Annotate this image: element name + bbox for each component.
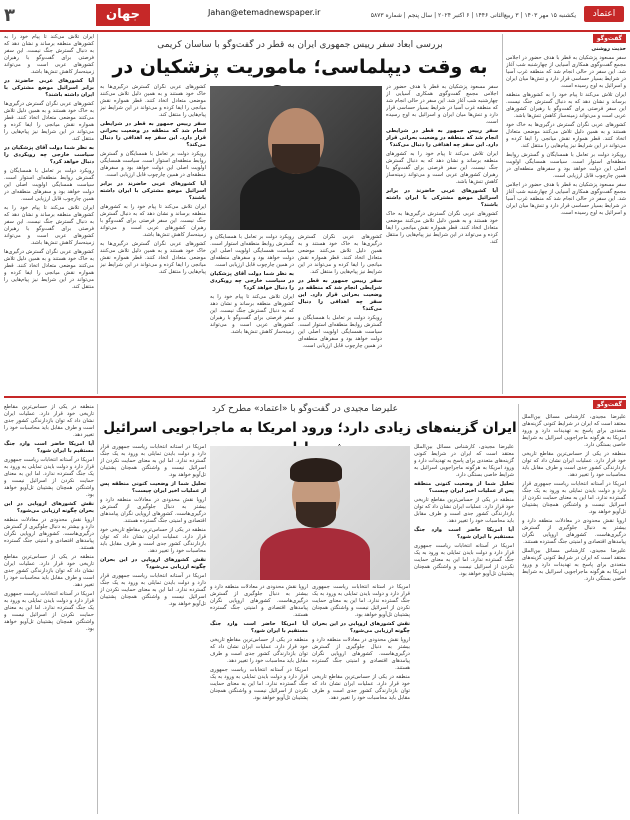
story1-col-right	[506, 46, 626, 386]
story1-lead: سفر مسعود پزشکیان به قطر با هدف حضور در اجلاس مجمع گفت‌وگوی همکاری آسیایی از چهارشنبه شب آغاز شد. این سفر در حالی انجام شد که منطقه غرب آسیا در شرایط بسیار حساسی قرار دارد و تنش‌ها میان ایران و اسرائیل به اوج رسیده است.	[506, 55, 626, 89]
section-label: جهان	[96, 4, 150, 26]
story2-answer: اروپا نقش محدودی در معادلات منطقه دارد و بیشتر به دنبال جلوگیری از گسترش درگیری‌هاست. کشورهای اروپایی نگران پیامدهای اقتصادی و امنیتی جنگ گسترده هستند.	[4, 517, 94, 551]
story1-answer: رویکرد دولت بر تعامل با همسایگان و گسترش روابط منطقه‌ای استوار است. سیاست همسایگی اولویت اصلی این دولت خواهد بود و سفرهای منطقه‌ای در همین چارچوب قابل ارزیابی است.	[506, 152, 626, 179]
story1-col-left	[4, 34, 94, 384]
story2-answer: امریکا در آستانه انتخابات ریاست جمهوری قرار دارد و دولت بایدن تمایلی به ورود به یک جنگ گسترده ندارد. اما این به معنای حمایت نکردن از اسرائیل نیست و واشنگتن همچنان پشتیبان تل‌آویو خواهد بود.	[210, 667, 308, 701]
story1-lead: سفر مسعود پزشکیان به قطر با هدف حضور در اجلاس مجمع گفت‌وگوی همکاری آسیایی از چهارشنبه شب آغاز شد. این سفر در حالی انجام شد که منطقه غرب آسیا در شرایط بسیار حساسی قرار دارد و تنش‌ها میان ایران و اسرائیل به اوج رسیده است.	[506, 182, 626, 216]
story1-question: آیا کشورهای عربی حاضرند در برابر اسرائیل موضع مشترکی با ایران داشته باشند؟	[386, 188, 498, 208]
story1-answer: ایران تلاش می‌کند تا پیام خود را به کشورهای منطقه برساند و نشان دهد که به دنبال گسترش جنگ نیست. این سفر فرصتی برای گفت‌وگو با رهبران کشورهای عربی است و می‌تواند زمینه‌ساز کاهش تنش‌ها باشد.	[4, 205, 94, 246]
story1-byline: حدیث روشنی	[591, 46, 626, 52]
story1-answer: کشورهای عربی نگران گسترش درگیری‌ها به خاک خود هستند و به همین دلیل تلاش می‌کنند موضعی متعادل اتخاذ کنند. قطر همواره نقش میانجی را ایفا کرده و می‌تواند در این شرایط نیز پیام‌هایی را منتقل کند.	[506, 122, 626, 149]
story2-col-4	[312, 584, 410, 814]
column-divider	[518, 404, 519, 814]
story2-answer: اروپا نقش محدودی در معادلات منطقه دارد و بیشتر به دنبال جلوگیری از گسترش درگیری‌هاست. کشورهای اروپایی نگران پیامدهای اقتصادی و امنیتی جنگ گسترده هستند.	[312, 637, 410, 671]
story1-answer: ایران تلاش می‌کند تا پیام خود را به کشورهای منطقه برساند و نشان دهد که به دنبال گسترش جنگ نیست. این سفر فرصتی برای گفت‌وگو با رهبران کشورهای عربی است و می‌تواند زمینه‌ساز کاهش تنش‌ها باشد.	[386, 151, 498, 185]
column-divider	[97, 34, 98, 394]
story1-answer: کشورهای عربی نگران گسترش درگیری‌ها به خاک خود هستند و به همین دلیل تلاش می‌کنند موضعی متعادل اتخاذ کنند. قطر همواره نقش میانجی را ایفا کرده و می‌تواند در این شرایط نیز پیام‌هایی را منتقل کند.	[100, 241, 206, 275]
story1-lead: سفر مسعود پزشکیان به قطر با هدف حضور در اجلاس مجمع گفت‌وگوی همکاری آسیایی از چهارشنبه شب آغاز شد. این سفر در حالی انجام شد که منطقه غرب آسیا در شرایط بسیار حساسی قرار دارد و تنش‌ها میان ایران و اسرائیل به اوج رسیده است.	[386, 84, 498, 125]
section-email[interactable]: Jahan@etemadnewspaper.ir	[208, 8, 321, 17]
column-divider	[97, 404, 98, 814]
story2-answer: منطقه در یکی از حساس‌ترین مقاطع تاریخی خود قرار دارد. عملیات ایران نشان داد که توان بازدارندگی کشور جدی است و طرف مقابل باید محاسبات خود را تغییر دهد.	[312, 674, 410, 701]
story2-answer: اروپا نقش محدودی در معادلات منطقه دارد و بیشتر به دنبال جلوگیری از گسترش درگیری‌هاست. کشورهای اروپایی نگران پیامدهای اقتصادی و امنیتی جنگ گسترده هستند.	[210, 584, 308, 618]
story2-question: نقش کشورهای اروپایی در این بحران چگونه ارزیابی می‌شود؟	[100, 557, 206, 570]
page-number: ۳	[4, 5, 15, 26]
photo-figure-body	[260, 528, 370, 580]
story1-answer: ایران تلاش می‌کند تا پیام خود را به کشورهای منطقه برساند و نشان دهد که به دنبال گسترش جنگ نیست. این سفر فرصتی برای گفت‌وگو با رهبران کشورهای عربی است و می‌تواند زمینه‌ساز کاهش تنش‌ها باشد.	[210, 294, 294, 335]
story1-headline: به وقت دیپلماسی؛ ماموریت پزشکیان در	[112, 56, 488, 78]
story1-col-3	[210, 234, 294, 384]
story2-col-left	[4, 404, 94, 814]
story2-answer: منطقه در یکی از حساس‌ترین مقاطع تاریخی خود قرار دارد. عملیات ایران نشان داد که توان بازدارندگی کشور جدی است و طرف مقابل باید محاسبات خود را تغییر دهد.	[4, 554, 94, 588]
story2-answer: منطقه در یکی از حساس‌ترین مقاطع تاریخی خود قرار دارد. عملیات ایران نشان داد که توان بازدارندگی کشور جدی است و طرف مقابل باید محاسبات خود را تغییر دهد.	[414, 497, 514, 524]
story1-answer: رویکرد دولت بر تعامل با همسایگان و گسترش روابط منطقه‌ای استوار است. سیاست همسایگی اولویت اصلی این دولت خواهد بود و سفرهای منطقه‌ای در همین چارچوب قابل ارزیابی است.	[210, 234, 294, 268]
story1-question: آیا کشورهای عربی حاضرند در برابر اسرائیل موضع مشترکی با ایران داشته باشند؟	[100, 181, 206, 201]
story1-question: سفر رییس جمهور به قطر در شرایطی انجام شد که منطقه در وضعیت بحرانی قرار دارد. این سفر چه اهدافی را دنبال می‌کند؟	[100, 121, 206, 148]
story-divider	[4, 396, 626, 398]
story2-tag: گفت‌وگو	[593, 400, 626, 409]
story1-answer: ایران تلاش می‌کند تا پیام خود را به کشورهای منطقه برساند و نشان دهد که به دنبال گسترش جنگ نیست. این سفر فرصتی برای گفت‌وگو با رهبران کشورهای عربی است و می‌تواند زمینه‌ساز کاهش تنش‌ها باشد.	[4, 34, 94, 75]
story1-col-5	[386, 84, 498, 384]
photo-figure-beard	[272, 144, 320, 174]
photo-figure-hair	[290, 458, 342, 482]
story2-question: آیا امریکا حاضر است وارد جنگ مستقیم با ایران شود؟	[210, 621, 308, 634]
story1-kicker: بررسی ابعاد سفر رییس جمهوری ایران به قطر در گفت‌وگو با ساسان کریمی	[157, 40, 443, 50]
newspaper-logo: اعتماد	[584, 6, 624, 22]
story1-question: به نظر شما دولت آقای پزشکیان در سیاست خارجی چه رویکردی را دنبال خواهد کرد؟	[4, 145, 94, 165]
story2-photo-majidi	[210, 446, 410, 580]
story2-lead: علیرضا مجیدی، کارشناس مسائل بین‌الملل معتقد است که ایران در شرایط کنونی گزینه‌های متعددی برای پاسخ به تهدیدات دارد و ورود امریکا به هرگونه ماجراجویی اسرائیل به شرایط خاصی بستگی دارد.	[522, 548, 626, 582]
story2-question: آیا امریکا حاضر است وارد جنگ مستقیم با ایران شود؟	[414, 527, 514, 540]
story2-answer: امریکا در آستانه انتخابات ریاست جمهوری قرار دارد و دولت بایدن تمایلی به ورود به یک جنگ گسترده ندارد. اما این به معنای حمایت نکردن از اسرائیل نیست و واشنگتن همچنان پشتیبان تل‌آویو خواهد بود.	[414, 543, 514, 577]
story2-answer: اروپا نقش محدودی در معادلات منطقه دارد و بیشتر به دنبال جلوگیری از گسترش درگیری‌هاست. کشورهای اروپایی نگران پیامدهای اقتصادی و امنیتی جنگ گسترده هستند.	[100, 497, 206, 524]
story2-question: آیا امریکا حاضر است وارد جنگ مستقیم با ایران شود؟	[4, 441, 94, 454]
story1-answer: رویکرد دولت بر تعامل با همسایگان و گسترش روابط منطقه‌ای استوار است. سیاست همسایگی اولویت اصلی این دولت خواهد بود و سفرهای منطقه‌ای در همین چارچوب قابل ارزیابی است.	[298, 315, 382, 349]
story2-question: تحلیل شما از وضعیت کنونی منطقه پس از عملیات اخیر ایران چیست؟	[414, 481, 514, 494]
story2-answer: امریکا در آستانه انتخابات ریاست جمهوری قرار دارد و دولت بایدن تمایلی به ورود به یک جنگ گسترده ندارد. اما این به معنای حمایت نکردن از اسرائیل نیست و واشنگتن همچنان پشتیبان تل‌آویو خواهد بود.	[100, 444, 206, 478]
story2-kicker: علیرضا مجیدی در گفت‌وگو با «اعتماد» مطرح کرد	[212, 404, 398, 414]
story2-answer: امریکا در آستانه انتخابات ریاست جمهوری قرار دارد و دولت بایدن تمایلی به ورود به یک جنگ گسترده ندارد. اما این به معنای حمایت نکردن از اسرائیل نیست و واشنگتن همچنان پشتیبان تل‌آویو خواهد بود.	[312, 584, 410, 618]
story1-col-2	[100, 84, 206, 384]
story1-answer: ایران تلاش می‌کند تا پیام خود را به کشورهای منطقه برساند و نشان دهد که به دنبال گسترش جنگ نیست. این سفر فرصتی برای گفت‌وگو با رهبران کشورهای عربی است و می‌تواند زمینه‌ساز کاهش تنش‌ها باشد.	[506, 92, 626, 119]
story1-answer: کشورهای عربی نگران گسترش درگیری‌ها به خاک خود هستند و به همین دلیل تلاش می‌کنند موضعی متعادل اتخاذ کنند. قطر همواره نقش میانجی را ایفا کرده و می‌تواند در این شرایط نیز پیام‌هایی را منتقل کند.	[386, 211, 498, 245]
story1-answer: رویکرد دولت بر تعامل با همسایگان و گسترش روابط منطقه‌ای استوار است. سیاست همسایگی اولویت اصلی این دولت خواهد بود و سفرهای منطقه‌ای در همین چارچوب قابل ارزیابی است.	[100, 151, 206, 178]
story1-question: سفر رییس جمهور به قطر در شرایطی انجام شد که منطقه در وضعیت بحرانی قرار دارد. این سفر چه اهدافی را دنبال می‌کند؟	[386, 128, 498, 148]
story2-lead: علیرضا مجیدی، کارشناس مسائل بین‌الملل معتقد است که ایران در شرایط کنونی گزینه‌های متعددی برای پاسخ به تهدیدات دارد و ورود امریکا به هرگونه ماجراجویی اسرائیل به شرایط خاصی بستگی دارد.	[414, 444, 514, 478]
story1-answer: کشورهای عربی نگران گسترش درگیری‌ها به خاک خود هستند و به همین دلیل تلاش می‌کنند موضعی متعادل اتخاذ کنند. قطر همواره نقش میانجی را ایفا کرده و می‌تواند در این شرایط نیز پیام‌هایی را منتقل کند.	[4, 249, 94, 290]
story1-answer: ایران تلاش می‌کند تا پیام خود را به کشورهای منطقه برساند و نشان دهد که به دنبال گسترش جنگ نیست. این سفر فرصتی برای گفت‌وگو با رهبران کشورهای عربی است و می‌تواند زمینه‌ساز کاهش تنش‌ها باشد.	[100, 204, 206, 238]
story1-question: به نظر شما دولت آقای پزشکیان در سیاست خارجی چه رویکردی را دنبال خواهد کرد؟	[210, 271, 294, 291]
story2-question: تحلیل شما از وضعیت کنونی منطقه پس از عملیات اخیر ایران چیست؟	[100, 481, 206, 494]
story2-lead: علیرضا مجیدی، کارشناس مسائل بین‌الملل معتقد است که ایران در شرایط کنونی گزینه‌های متعددی برای پاسخ به تهدیدات دارد و ورود امریکا به هرگونه ماجراجویی اسرائیل به شرایط خاصی بستگی دارد.	[522, 414, 626, 448]
dateline: یکشنبه ۱۵ مهر ۱۴۰۳ | ۳ ربیع‌الثانی ۱۴۴۶ | ۶ اکتبر ۲۰۲۴ | سال پنجم | شماره ۵۸۷۳	[370, 12, 576, 19]
story1-question: سفر رییس جمهور به قطر در شرایطی انجام شد که منطقه در وضعیت بحرانی قرار دارد. این سفر چه اهدافی را دنبال می‌کند؟	[298, 278, 382, 312]
story2-col-3	[210, 584, 308, 814]
story2-answer: منطقه در یکی از حساس‌ترین مقاطع تاریخی خود قرار دارد. عملیات ایران نشان داد که توان بازدارندگی کشور جدی است و طرف مقابل باید محاسبات خود را تغییر دهد.	[210, 637, 308, 664]
story2-answer: امریکا در آستانه انتخابات ریاست جمهوری قرار دارد و دولت بایدن تمایلی به ورود به یک جنگ گسترده ندارد. اما این به معنای حمایت نکردن از اسرائیل نیست و واشنگتن همچنان پشتیبان تل‌آویو خواهد بود.	[522, 481, 626, 515]
story2-question: نقش کشورهای اروپایی در این بحران چگونه ارزیابی می‌شود؟	[4, 501, 94, 514]
story1-answer: کشورهای عربی نگران گسترش درگیری‌ها به خاک خود هستند و به همین دلیل تلاش می‌کنند موضعی متعادل اتخاذ کنند. قطر همواره نقش میانجی را ایفا کرده و می‌تواند در این شرایط نیز پیام‌هایی را منتقل کند.	[298, 234, 382, 275]
story1-answer: رویکرد دولت بر تعامل با همسایگان و گسترش روابط منطقه‌ای استوار است. سیاست همسایگی اولویت اصلی این دولت خواهد بود و سفرهای منطقه‌ای در همین چارچوب قابل ارزیابی است.	[4, 168, 94, 202]
story1-answer: کشورهای عربی نگران گسترش درگیری‌ها به خاک خود هستند و به همین دلیل تلاش می‌کنند موضعی متعادل اتخاذ کنند. قطر همواره نقش میانجی را ایفا کرده و می‌تواند در این شرایط نیز پیام‌هایی را منتقل کند.	[4, 101, 94, 142]
story2-question: نقش کشورهای اروپایی در این بحران چگونه ارزیابی می‌شود؟	[312, 621, 410, 634]
story1-photo-karimi	[210, 86, 382, 230]
story2-answer: منطقه در یکی از حساس‌ترین مقاطع تاریخی خود قرار دارد. عملیات ایران نشان داد که توان بازدارندگی کشور جدی است و طرف مقابل باید محاسبات خود را تغییر دهد.	[522, 451, 626, 478]
story1-question: آیا کشورهای عربی حاضرند در برابر اسرائیل موضع مشترکی با ایران داشته باشند؟	[4, 78, 94, 98]
story2-answer: منطقه در یکی از حساس‌ترین مقاطع تاریخی خود قرار دارد. عملیات ایران نشان داد که توان بازدارندگی کشور جدی است و طرف مقابل باید محاسبات خود را تغییر دهد.	[4, 404, 94, 438]
story2-answer: اروپا نقش محدودی در معادلات منطقه دارد و بیشتر به دنبال جلوگیری از گسترش درگیری‌هاست. کشورهای اروپایی نگران پیامدهای اقتصادی و امنیتی جنگ گسترده هستند.	[522, 518, 626, 545]
photo-figure-body	[240, 166, 360, 230]
story2-col-2	[100, 444, 206, 814]
story1-tag: گفت‌وگو	[593, 34, 626, 43]
story2-answer: منطقه در یکی از حساس‌ترین مقاطع تاریخی خود قرار دارد. عملیات ایران نشان داد که توان بازدارندگی کشور جدی است و طرف مقابل باید محاسبات خود را تغییر دهد.	[100, 527, 206, 554]
photo-figure-beard	[296, 502, 336, 528]
page-header	[0, 0, 630, 32]
story2-answer: امریکا در آستانه انتخابات ریاست جمهوری قرار دارد و دولت بایدن تمایلی به ورود به یک جنگ گسترده ندارد. اما این به معنای حمایت نکردن از اسرائیل نیست و واشنگتن همچنان پشتیبان تل‌آویو خواهد بود.	[4, 591, 94, 632]
story1-answer: کشورهای عربی نگران گسترش درگیری‌ها به خاک خود هستند و به همین دلیل تلاش می‌کنند موضعی متعادل اتخاذ کنند. قطر همواره نقش میانجی را ایفا کرده و می‌تواند در این شرایط نیز پیام‌هایی را منتقل کند.	[100, 84, 206, 118]
story2-col-right	[522, 414, 626, 814]
story2-answer: امریکا در آستانه انتخابات ریاست جمهوری قرار دارد و دولت بایدن تمایلی به ورود به یک جنگ گسترده ندارد. اما این به معنای حمایت نکردن از اسرائیل نیست و واشنگتن همچنان پشتیبان تل‌آویو خواهد بود.	[100, 573, 206, 607]
story2-headline: ایران گزینه‌های زیادی دارد؛ ورود امریکا به ماجراجویی اسرائیل	[103, 420, 517, 436]
column-divider	[502, 34, 503, 394]
story2-col-5	[414, 444, 514, 814]
story1-col-4	[298, 234, 382, 384]
story2-answer: امریکا در آستانه انتخابات ریاست جمهوری قرار دارد و دولت بایدن تمایلی به ورود به یک جنگ گسترده ندارد. اما این به معنای حمایت نکردن از اسرائیل نیست و واشنگتن همچنان پشتیبان تل‌آویو خواهد بود.	[4, 457, 94, 498]
